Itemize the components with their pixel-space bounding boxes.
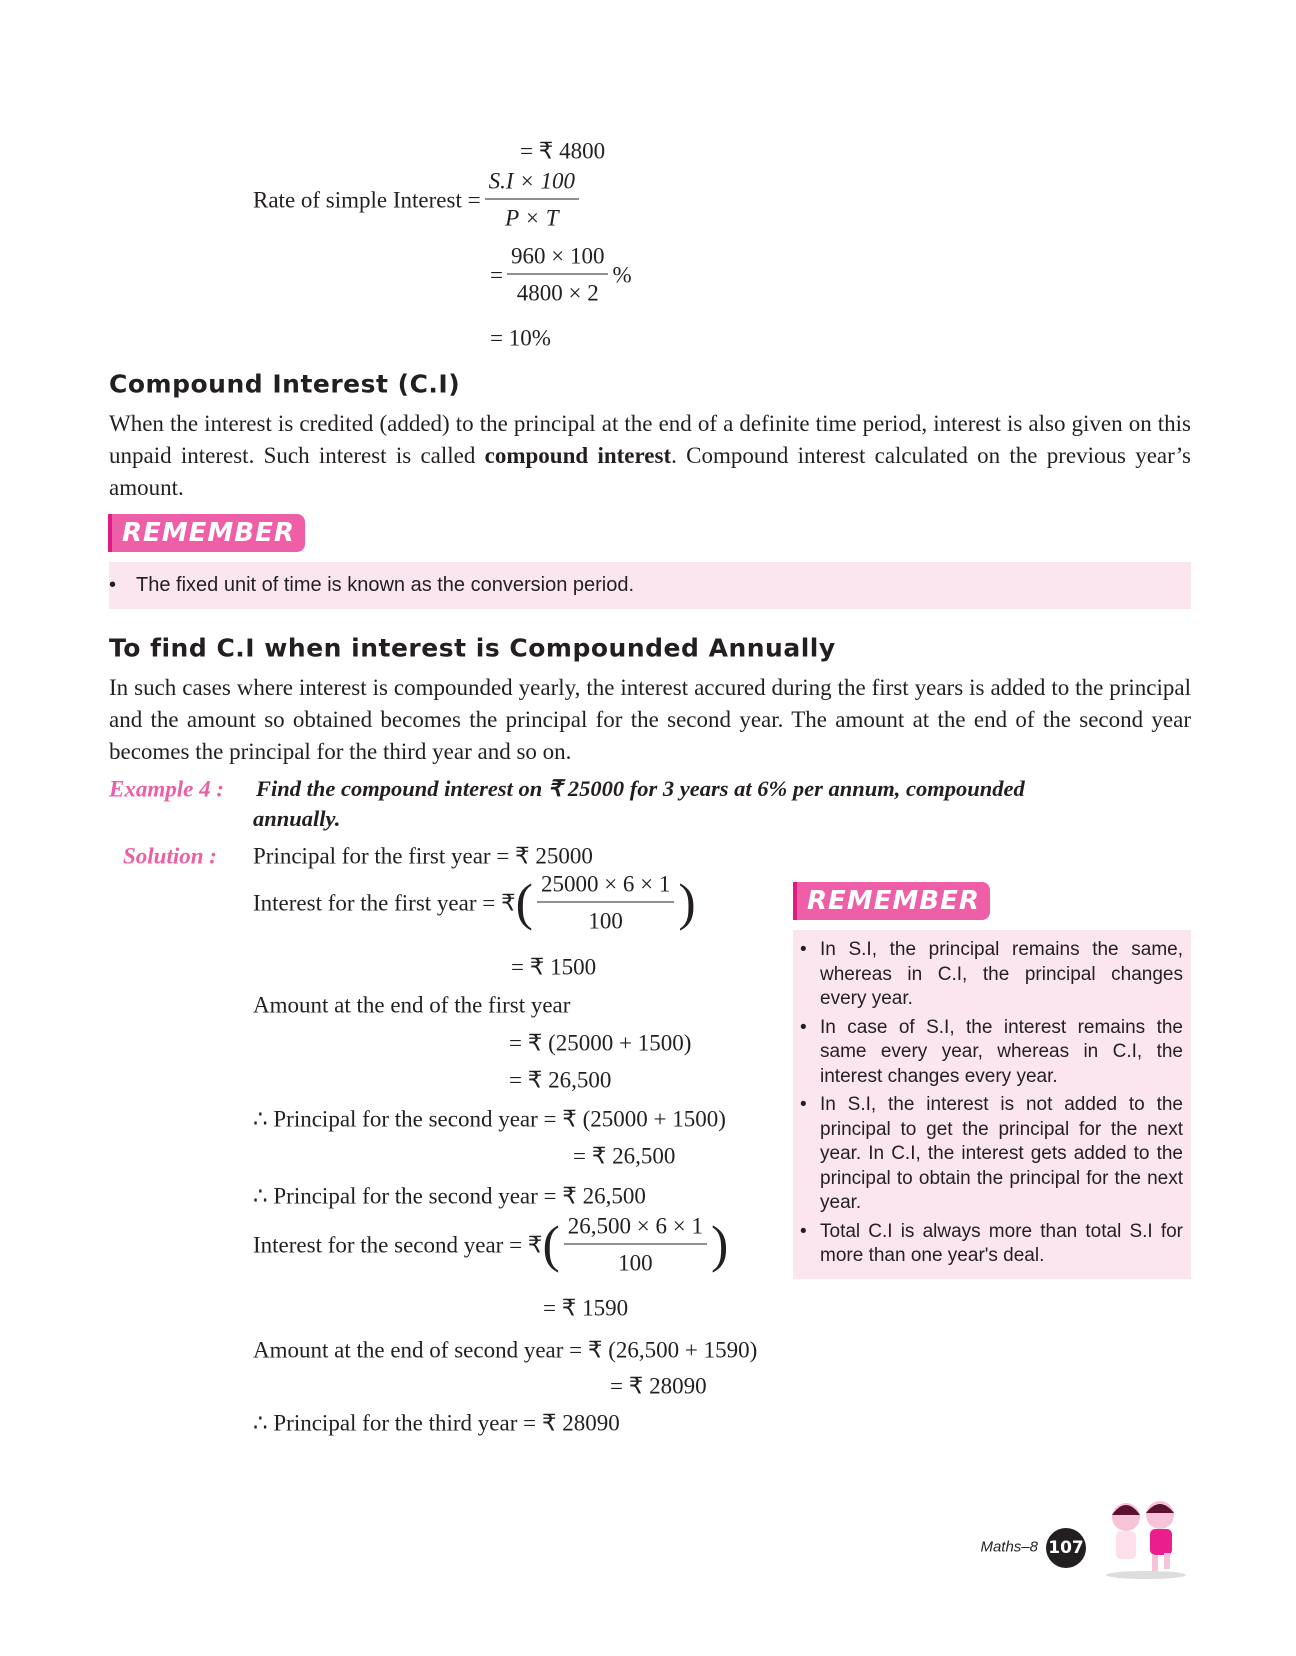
- solution-line: = ₹ 1590: [543, 1295, 629, 1321]
- interest-fraction: [564, 1214, 707, 1277]
- ci-definition: [109, 408, 1191, 504]
- rate-label: Rate of simple Interest =: [253, 187, 481, 212]
- solution-line: ∴ Principal for the second year = ₹ (25000 + 1500): [253, 1106, 726, 1132]
- remember-bullet: • In S.I, the principal remains the same, whereas in C.I, the principal changes every year.: [820, 938, 1183, 1012]
- solution-line: Interest for the first year = ₹: [253, 890, 516, 915]
- solution-line: = ₹ 26,500: [509, 1067, 612, 1093]
- solution-line: ∴ Principal for the second year = ₹ 26,500: [253, 1183, 646, 1209]
- rate-substitution-row: [490, 244, 632, 307]
- solution-line: = ₹ 1500: [511, 954, 597, 980]
- remember-bullet: • Total C.I is always more than total S.I for more than one year's deal.: [820, 1220, 1183, 1269]
- denominator: 100: [588, 908, 623, 934]
- solution-label: Solution :: [123, 843, 217, 869]
- interest-fraction: [537, 872, 674, 935]
- numerator: 26,500 × 6 × 1: [564, 1214, 707, 1245]
- percent: %: [612, 262, 632, 287]
- solution-line: = ₹ (25000 + 1500): [509, 1030, 692, 1056]
- text: When the interest is credited (added) to the principal at the end of a definite time period, interest is also given on this unpaid interest. Such interest is called: [109, 411, 1191, 468]
- numerator: 960 × 100: [507, 244, 608, 275]
- section-heading: Compound Interest (C.I): [109, 369, 461, 399]
- example-question: Find the compound interest on ₹ 25000 for 3 years at 6% per annum, compounded: [256, 775, 1025, 801]
- numerator: S.I × 100: [485, 169, 579, 200]
- paren-right: ): [710, 1216, 729, 1273]
- remember-tag: REMEMBER: [793, 882, 990, 920]
- denominator: 4800 × 2: [516, 280, 599, 306]
- denominator: P × T: [505, 205, 559, 231]
- section-heading: To find C.I when interest is Compounded Annually: [109, 633, 836, 663]
- remember-text: The fixed unit of time is known as the conversion period.: [136, 574, 635, 596]
- example-label: Example 4 :: [109, 776, 224, 802]
- example-question-cont: annually.: [253, 805, 341, 831]
- solution-line: ∴ Principal for the third year = ₹ 28090: [253, 1410, 620, 1436]
- solution-line: = ₹ 28090: [610, 1373, 707, 1399]
- annual-paragraph: In such cases where interest is compounded yearly, the interest accured during the first years is added to the principal and the amount so obtained becomes the principal for the second year. The amount at the end of the second year becomes the principal for the third year and so on.: [109, 675, 1191, 764]
- rate-substitution: [507, 244, 608, 307]
- paren-left: (: [515, 874, 533, 931]
- book-title: Maths–8: [980, 1538, 1038, 1556]
- remember-bullet: • In S.I, the interest is not added to the principal to get the principal for the next year. In C.I, the interest gets added to the principal to obtain the principal for the next year.: [820, 1093, 1183, 1216]
- rate-formula: [485, 169, 579, 232]
- interest-second-year-row: [253, 1214, 728, 1277]
- bold-term: compound interest: [484, 443, 672, 468]
- kids-illustration: [1096, 1495, 1196, 1580]
- solution-line: Principal for the first year = ₹ 25000: [253, 843, 593, 869]
- paren-right: ): [678, 874, 696, 931]
- page-number: 107: [1046, 1528, 1086, 1568]
- remember-bullet: • In case of S.I, the interest remains the same every year, whereas in C.I, the interest changes every year.: [820, 1016, 1183, 1090]
- remember-box: [109, 562, 1191, 609]
- numerator: 25000 × 6 × 1: [537, 872, 674, 903]
- solution-line: Amount at the end of the first year: [253, 992, 571, 1018]
- denominator: 100: [618, 1250, 653, 1276]
- equals: =: [490, 262, 503, 287]
- si-amount: = ₹ 4800: [520, 138, 606, 164]
- text: . Compound interest calculated on the previous year’s amount.: [109, 443, 1191, 500]
- remember-tag: REMEMBER: [108, 514, 305, 552]
- solution-line: = ₹ 26,500: [573, 1143, 676, 1169]
- solution-line: Interest for the second year = ₹: [253, 1232, 543, 1257]
- bullet: •: [109, 574, 117, 596]
- rate-result: = 10%: [490, 325, 551, 351]
- remember-box: [793, 930, 1191, 1279]
- rate-formula-row: [253, 169, 583, 232]
- interest-first-year-row: [253, 872, 696, 935]
- solution-line: Amount at the end of second year = ₹ (26,500 + 1590): [253, 1337, 758, 1363]
- paren-left: (: [542, 1216, 560, 1273]
